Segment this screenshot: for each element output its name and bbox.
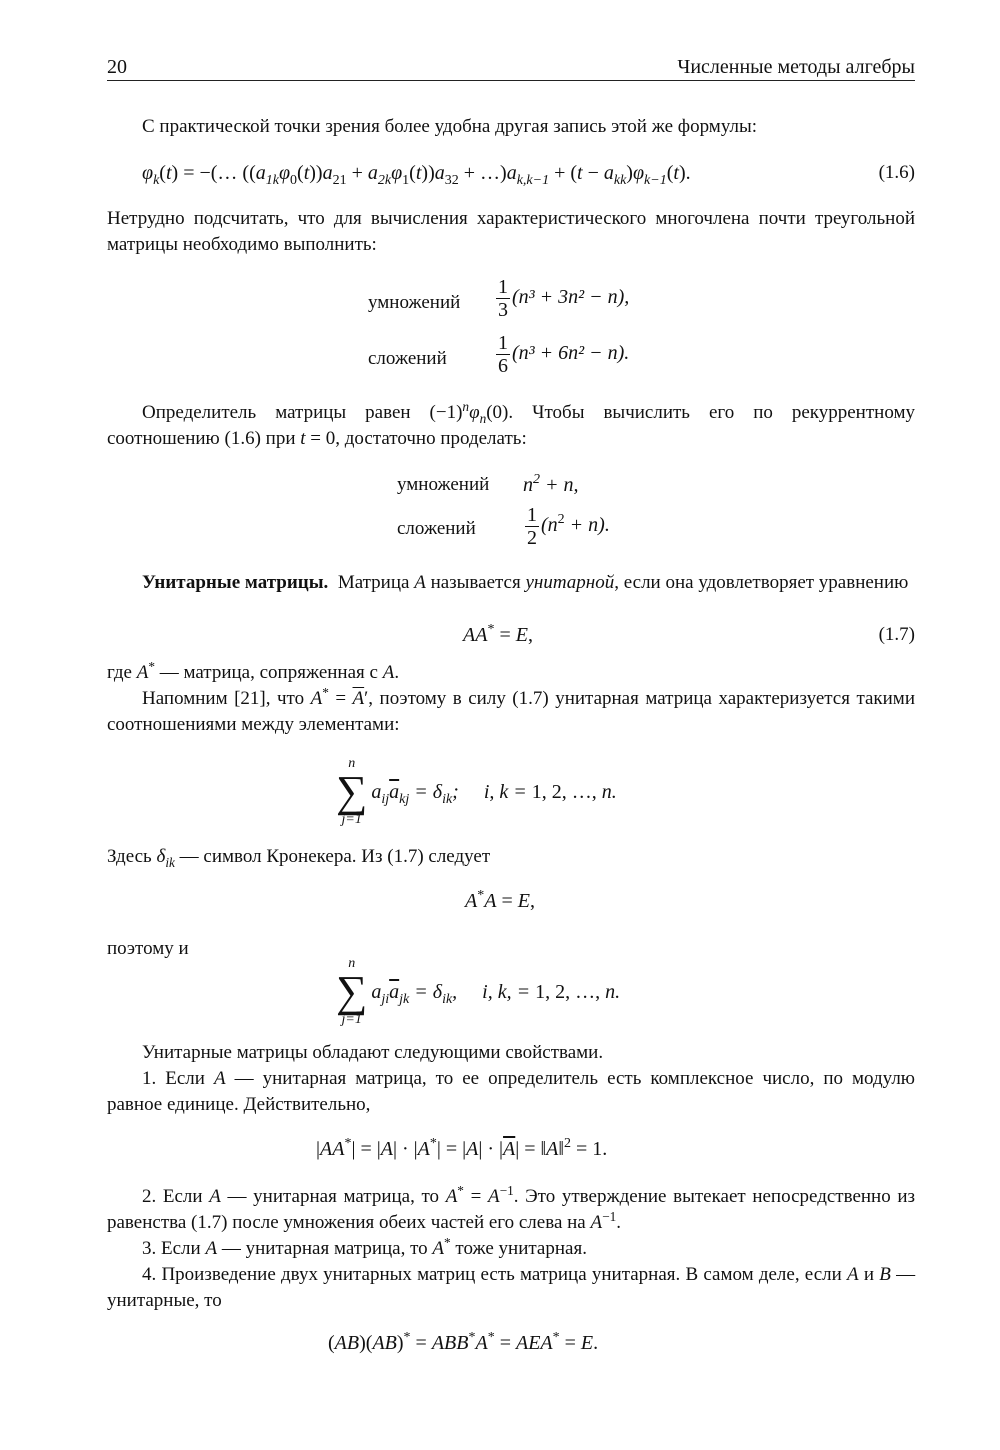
property-1: 1. Если A — унитарная матрица, то ее определитель есть комплексное число, по модулю равное единице. Действительно,	[107, 1068, 915, 1115]
paragraph-practical-form: С практической точки зрения более удобна другая запись этой же формулы:	[142, 116, 758, 137]
paragraph-operation-count: Нетрудно подсчитать, что для вычисления характеристического многочлена почти треугольной матрицы необходимо выполнить:	[107, 208, 915, 255]
paragraph-determinant: Определитель матрицы равен $(-1)^n\varphi_n(0)$. Чтобы вычислить его по рекуррентному соотношению (1.6) при t = 0, достаточно проделать:	[107, 398, 915, 449]
additions-label-2: сложений	[397, 518, 476, 539]
additions-row	[368, 332, 698, 388]
property-3: 3. Если A — унитарная матрица, то A* тоже унитарная.	[142, 1234, 587, 1259]
equation-sum-row: n ∑ j=1 $a_{ij}\overline{a}_{kj} = \delta_{ik}$; i, k = 1, 2, …, n.	[336, 756, 617, 827]
multiplications-row-2	[397, 468, 697, 504]
paragraph-kronecker: Здесь $\delta_{ik}$ — символ Кронекера. Из (1.7) следует	[107, 846, 491, 870]
equation-1-7: AA* = E,	[463, 622, 533, 646]
equation-number-1-6: (1.6)	[878, 162, 915, 183]
multiplications-label-2: умножений	[397, 474, 490, 495]
multiplications-row	[368, 276, 698, 332]
equation-1-6: $\varphi_k(t)$ = −(… $((a_{1k}\varphi_0(t))a_{21} + a_{2k}\varphi_1(t))a_{32}$ + $\dots)a_{k,k-1} + (t - a_{kk})\varphi_{k-1}(t)$.	[142, 162, 691, 188]
additions-formula: $\frac{1}{6}$ (n³ + 6n² − n).	[498, 332, 630, 377]
equation-determinant: $|AA^*| = |A| \cdot |A^*| = |A| \cdot |\overline{A}|$ = ‖A‖$^2$ = 1.	[316, 1136, 608, 1160]
equation-a-star-a: A*A = E,	[465, 888, 535, 912]
operation-count-table-1	[368, 276, 698, 388]
additions-formula-2: $\frac{1}{2}$ $(n^2 + n)$.	[527, 504, 610, 549]
paragraph-therefore: поэтому и	[107, 938, 189, 959]
property-4: 4. Произведение двух унитарных матриц есть матрица унитарная. В самом деле, если A и B — унитарные, то	[107, 1264, 916, 1311]
equation-number-1-7: (1.7)	[878, 624, 915, 645]
section-heading-unitary: Унитарные матрицы.	[142, 572, 329, 593]
equation-product: (AB)(AB)* = ABB*A* = AEA* = E.	[328, 1330, 599, 1354]
multiplications-label: умножений	[368, 292, 461, 313]
paragraph-properties: Унитарные матрицы обладают следующими свойствами.	[142, 1042, 604, 1063]
equation-sum-column: n ∑ j=1 $a_{ji}\overline{a}_{jk} = \delta_{ik}$, i, k, = 1, 2, …, n.	[336, 956, 621, 1027]
operation-count-table-2	[397, 468, 697, 560]
paragraph-unitary-definition: Унитарные матрицы. Матрица A называется унитарной, если она удовлетворяет уравнению	[142, 572, 909, 593]
running-header	[107, 50, 915, 81]
paragraph-recall: Напомним [21], что $A^* = \overline{A}'$, поэтому в силу (1.7) унитарная матрица характеризуется такими соотношениями между элементами:	[107, 684, 915, 735]
paragraph-conjugate: где A* — матрица, сопряженная с A.	[107, 658, 400, 683]
property-2: 2. Если A — унитарная матрица, то $A^* = A^{-1}$. Это утверждение вытекает непосредственно из равенства (1.7) после умножения обеих частей его слева на $A^{-1}$.	[107, 1182, 916, 1233]
multiplications-formula-2: $n^2 + n$,	[523, 472, 579, 496]
additions-row-2	[397, 504, 697, 560]
multiplications-formula: $\frac{1}{3}$ (n³ + 3n² − n),	[498, 276, 630, 321]
page-number: 20	[107, 56, 127, 78]
additions-label: сложений	[368, 348, 447, 369]
running-title: Численные методы алгебры	[677, 56, 915, 78]
